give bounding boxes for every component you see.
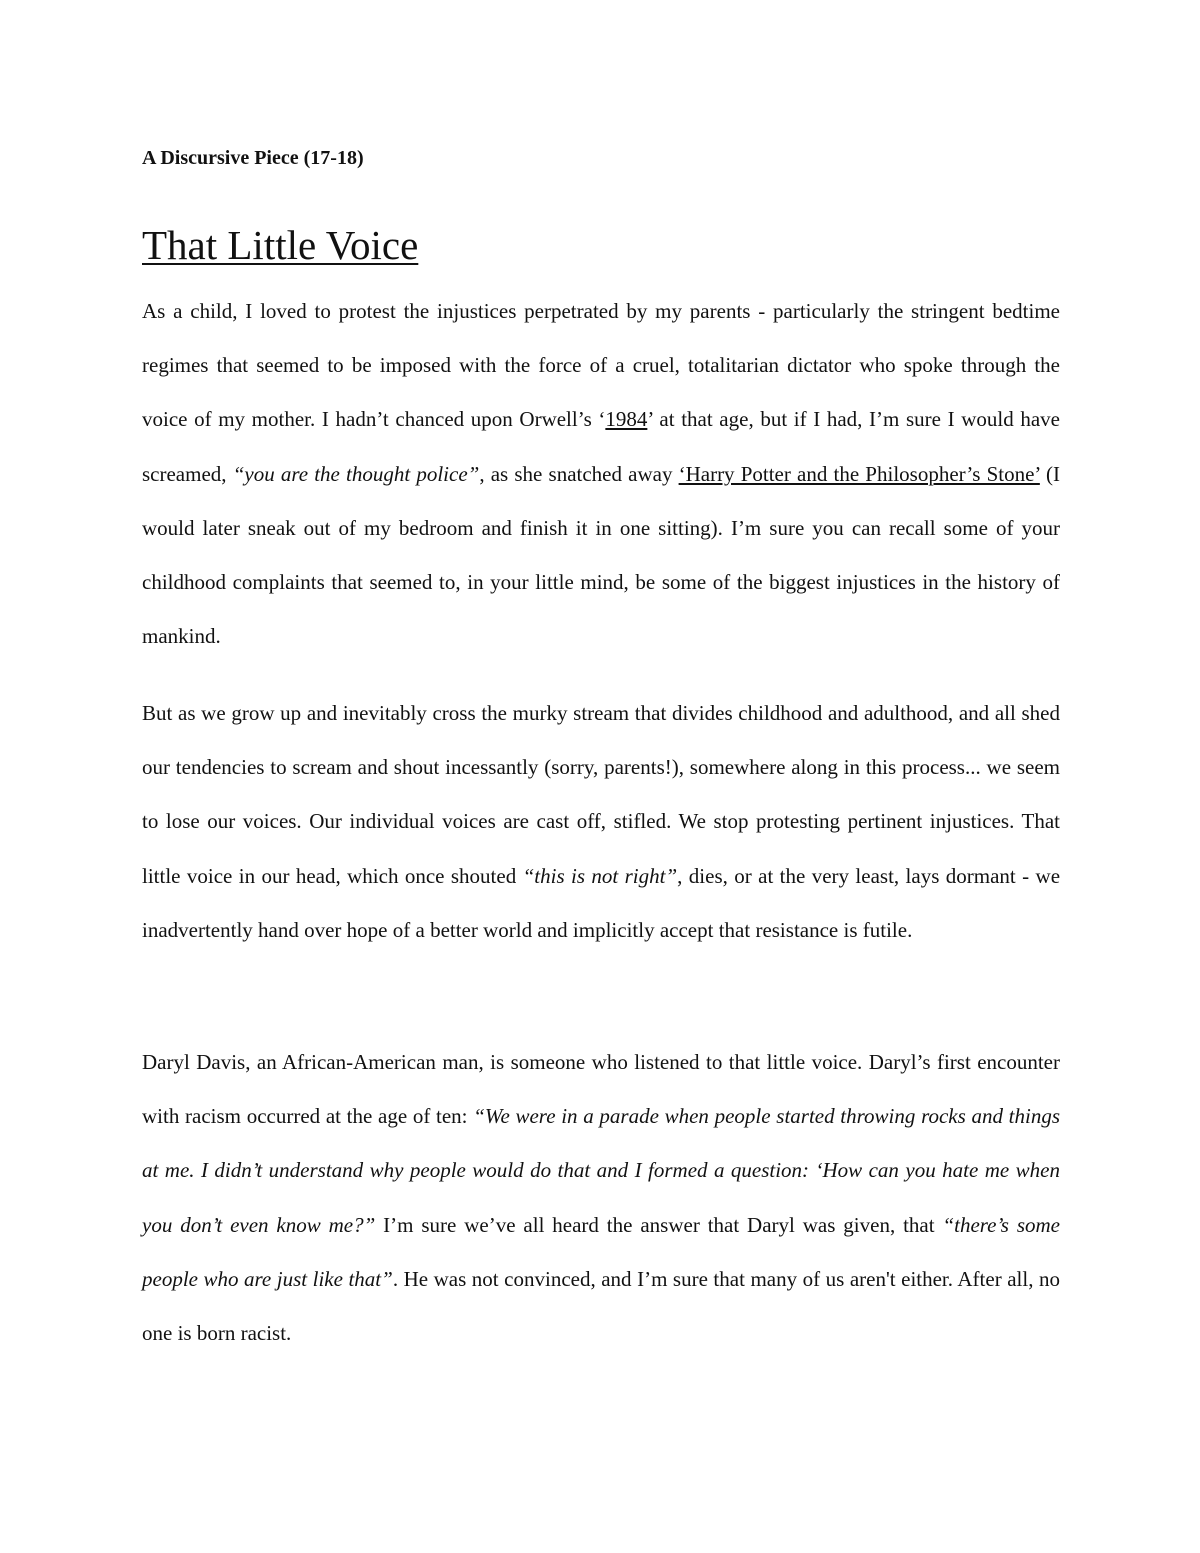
paragraph-1-text-c: , as she snatched away — [479, 461, 679, 486]
paragraph-1-text-d: (I would later sneak out of my bedroom and finish it in one sitting). I’m sure you can recall some of your childhood complaints that seemed to, in your little mind, be some of the biggest injustices in the history of mankind. — [142, 461, 1060, 649]
quote-daryl-davis: “We were in a parade when people started throwing rocks and things at me. I didn’t understand why people would do that and I formed a question: ‘How can you hate me when you don’t even know me?” — [142, 1104, 1060, 1237]
book-title-1984: 1984 — [605, 407, 648, 432]
paragraph-3-text-b: I’m sure we’ve all heard the answer that Daryl was given, that — [375, 1212, 943, 1237]
book-title-harry-potter: ‘Harry Potter and the Philosopher’s Stone’ — [678, 461, 1040, 486]
quote-just-like-that: “there’s some people who are just like that” — [142, 1212, 1060, 1291]
paragraph-2 — [142, 686, 1060, 957]
paragraph-1-text-b: ’ at that age, but if I had, I’m sure I would have screamed, — [142, 407, 1060, 486]
paragraph-3-text-a: Daryl Davis, an African-American man, is someone who listened to that little voice. Daryl’s first encounter with racism occurred at the age of ten: — [142, 1050, 1060, 1129]
paragraph-3 — [142, 1035, 1060, 1360]
paragraph-2-text-a: But as we grow up and inevitably cross the murky stream that divides childhood and adulthood, and all shed our tendencies to scream and shout incessantly (sorry, parents!), somewhere along in this process... we seem to lose our voices. Our individual voices are cast off, stifled. We stop protesting pertinent injustices. That little voice in our head, which once shouted — [142, 701, 1060, 888]
quote-thought-police: “you are the thought police” — [232, 461, 480, 486]
document-kicker: A Discursive Piece (17-18) — [142, 147, 364, 169]
paragraph-3-text-c: . He was not convinced, and I’m sure that many of us aren't either. After all, no one is born racist. — [142, 1266, 1060, 1346]
document-title: That Little Voice — [142, 222, 419, 268]
paragraph-1 — [142, 284, 1060, 663]
paragraph-2-text-b: , dies, or at the very least, lays dormant - we inadvertently hand over hope of a better world and implicitly accept that resistance is futile. — [142, 863, 1061, 942]
paragraph-1-text-a: As a child, I loved to protest the injustices perpetrated by my parents - particularly the stringent bedtime regimes that seemed to be imposed with the force of a cruel, totalitarian dictator who spoke through the voice of my mother. I hadn’t chanced upon Orwell’s ‘ — [142, 299, 1060, 432]
quote-this-is-not-right: “this is not right” — [522, 863, 678, 888]
